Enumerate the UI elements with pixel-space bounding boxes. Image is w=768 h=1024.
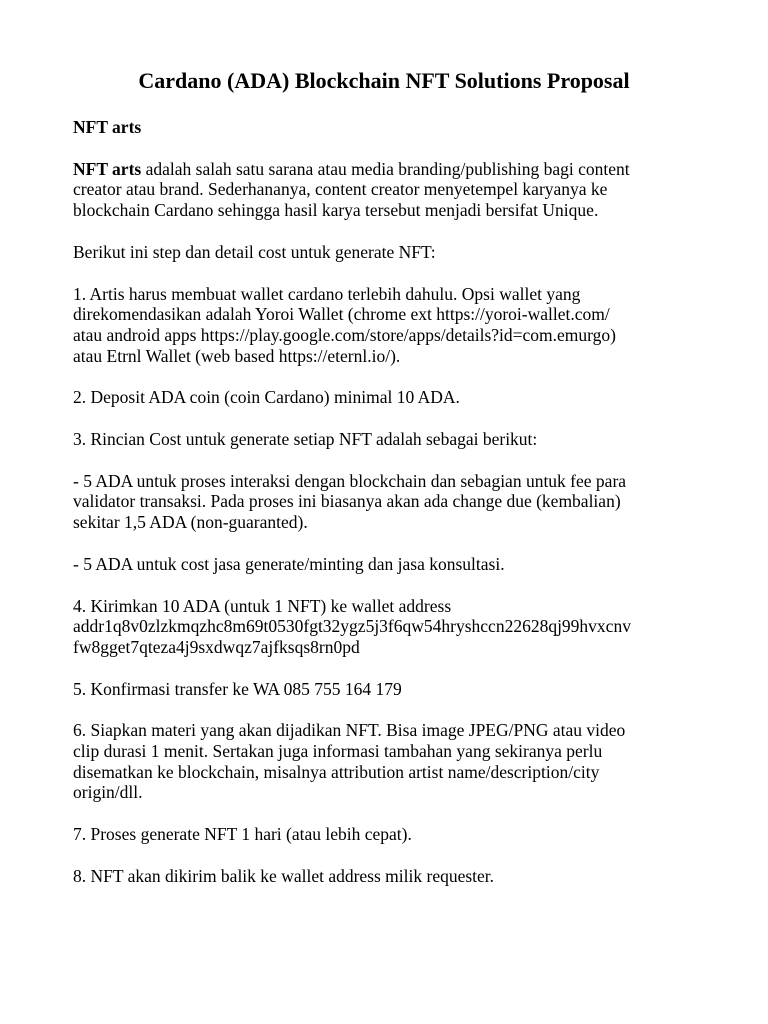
step-6-line: 6. Siapkan materi yang akan dijadikan NFT. Bisa image JPEG/PNG atau video [73,720,626,741]
step-5: 5. Konfirmasi transfer ke WA 085 755 164 179 [73,678,402,699]
step-6-line: origin/dll. [73,782,143,803]
intro-bold-lead: NFT arts [73,158,142,179]
steps-intro: Berikut ini step dan detail cost untuk generate NFT: [73,241,436,262]
document-title: Cardano (ADA) Blockchain NFT Solutions Proposal [138,68,630,93]
step-1-line: 1. Artis harus membuat wallet cardano terlebih dahulu. Opsi wallet yang [73,283,581,304]
wallet-address-line: addr1q8v0zlzkmqzhc8m69t0530fgt32ygz5j3f6qw54hryshccn22628qj99hvxcnv [73,616,631,637]
step-1 [73,284,695,367]
step-2: 2. Deposit ADA coin (coin Cardano) minimal 10 ADA. [73,387,460,408]
intro-line-1 [73,159,695,180]
step-4 [73,596,695,658]
step-6 [73,720,695,803]
step-4-line: 4. Kirimkan 10 ADA (untuk 1 NFT) ke wallet address [73,595,452,616]
cost-item-a-line: validator transaksi. Pada proses ini biasanya akan ada change due (kembalian) [73,491,621,512]
intro-line-2: creator atau brand. Sederhananya, content creator menyetempel karyanya ke [73,179,608,200]
intro-line-1-text: adalah salah satu sarana atau media branding/publishing bagi content [141,158,630,179]
cost-item-b: - 5 ADA untuk cost jasa generate/minting dan jasa konsultasi. [73,553,505,574]
intro-paragraph [73,159,695,221]
intro-line-3: blockchain Cardano sehingga hasil karya tersebut menjadi bersifat Unique. [73,200,599,221]
step-3: 3. Rincian Cost untuk generate setiap NFT adalah sebagai berikut: [73,429,538,450]
section-heading: NFT arts [73,117,142,137]
step-1-line: atau Etrnl Wallet (web based https://eternl.io/). [73,345,401,366]
step-8: 8. NFT akan dikirim balik ke wallet address milik requester. [73,865,495,886]
cost-item-a-line: sekitar 1,5 ADA (non-guaranted). [73,512,308,533]
cost-item-a-line: - 5 ADA untuk proses interaksi dengan blockchain dan sebagian untuk fee para [73,470,627,491]
step-1-line: direkomendasikan adalah Yoroi Wallet (chrome ext https://yoroi-wallet.com/ [73,304,610,325]
step-6-line: clip durasi 1 menit. Sertakan juga informasi tambahan yang sekiranya perlu [73,741,603,762]
step-1-line: atau android apps https://play.google.com/store/apps/details?id=com.emurgo) [73,324,617,345]
wallet-address-line: fw8gget7qteza4j9sxdwqz7ajfksqs8rn0pd [73,636,360,657]
cost-item-a [73,471,695,533]
step-6-line: disematkan ke blockchain, misalnya attribution artist name/description/city [73,761,600,782]
step-7: 7. Proses generate NFT 1 hari (atau lebih cepat). [73,824,412,845]
